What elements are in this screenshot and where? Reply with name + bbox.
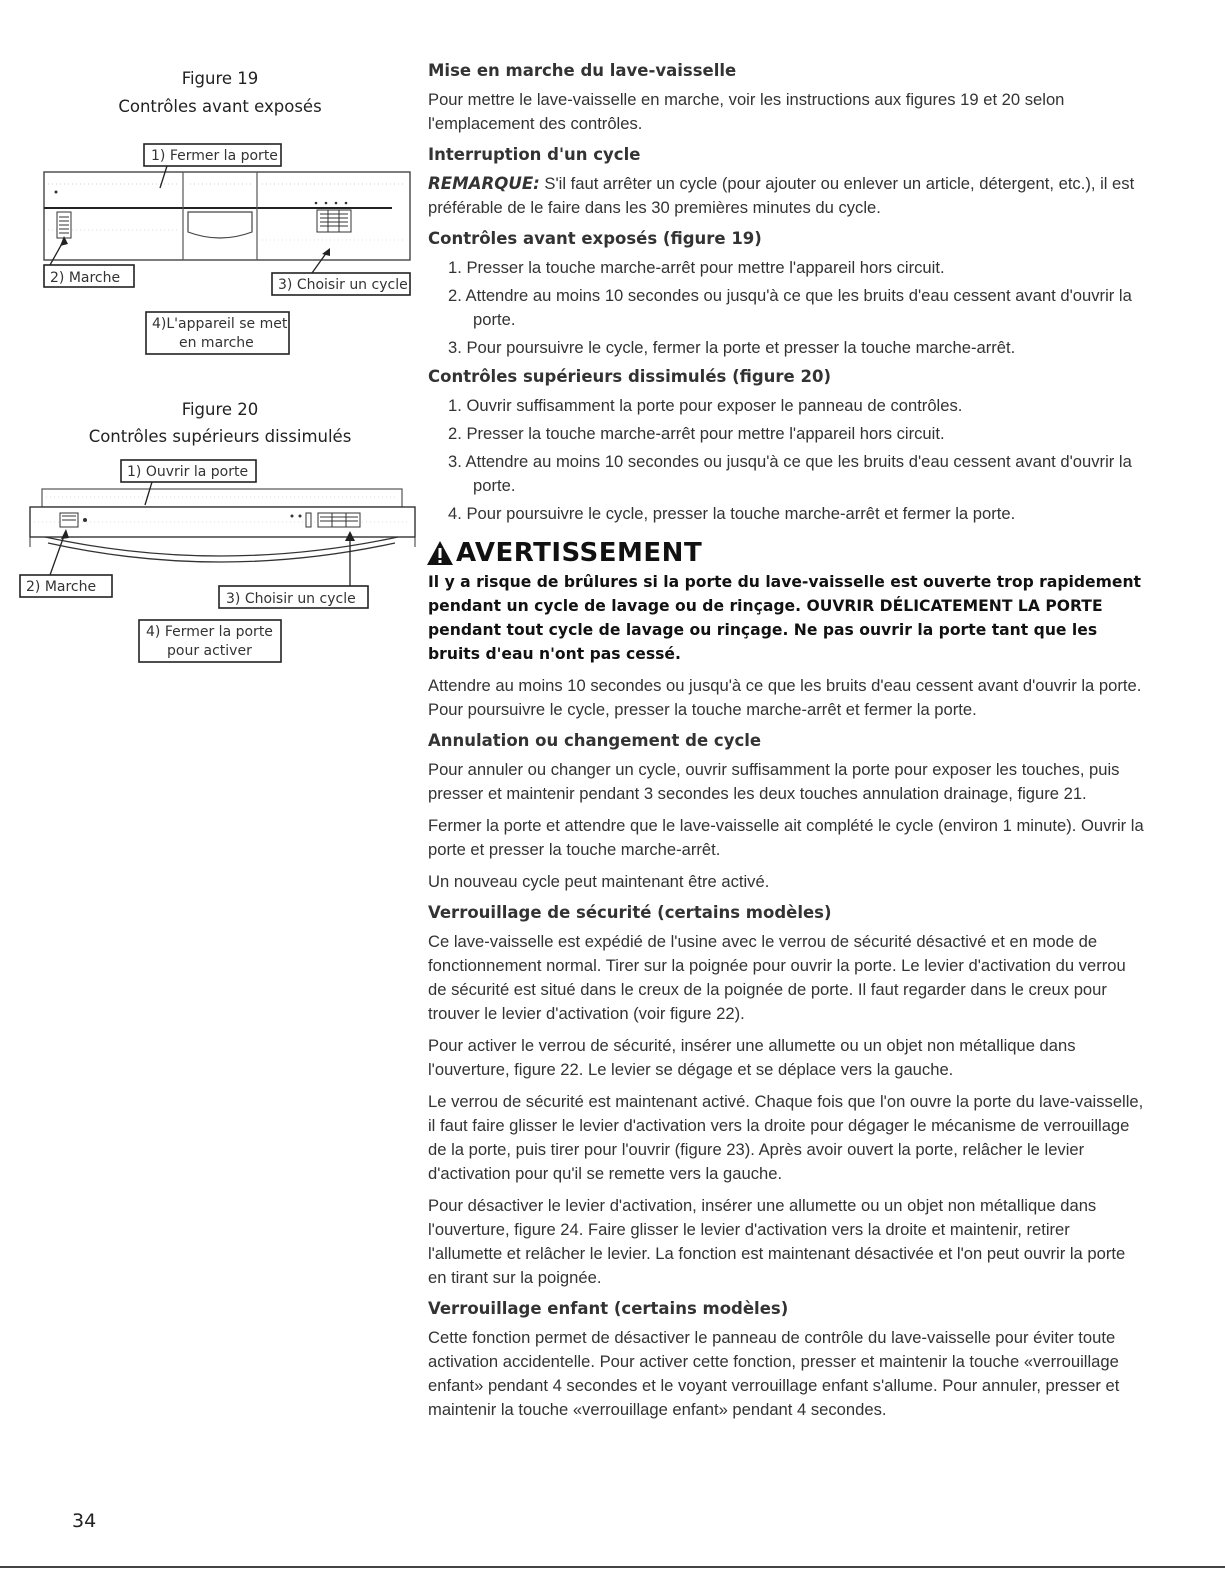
safety-lock-heading: Verrouillage de sécurité (certains modèles) — [428, 903, 832, 922]
child-lock-heading: Verrouillage enfant (certains modèles) — [428, 1299, 789, 1318]
note-text: S'il faut arrêter un cycle (pour ajouter ou enlever un article, détergent, etc.), il est préférable de le faire dans les 30 premières minutes du cycle. — [428, 174, 1135, 217]
child-lock-paragraph: Cette fonction permet de désactiver le panneau de contrôle du lave-vaisselle pour éviter toute activation accidentelle. Pour activer cette fonction, presser et maintenir la touche «verrouillage enfant» pendant 4 secondes et le voyant verrouillage enfant s'allume. Pour annuler, presser et maintenir la touche «verrouillage enfant» pendant 4 secondes. — [428, 1328, 1120, 1419]
figure-19-diagram — [0, 140, 420, 360]
safety-paragraph-2: Pour activer le verrou de sécurité, insérer une allumette ou un objet non métallique dans l'ouverture, figure 22. Le levier se dégage et se déplace vers la gauche. — [428, 1036, 1076, 1079]
front-controls-heading: Contrôles avant exposés (figure 19) — [428, 229, 762, 248]
fig19-callout-4a: 4)L'appareil se met — [152, 316, 288, 332]
top-controls-heading: Contrôles supérieurs dissimulés (figure 20) — [428, 367, 831, 386]
cancel-paragraph-3: Un nouveau cycle peut maintenant être activé. — [428, 872, 770, 891]
instructions-column — [428, 60, 1148, 1430]
fig19-callout-3: 3) Choisir un cycle — [278, 277, 408, 293]
fig19-callout-4b: en marche — [179, 335, 254, 351]
figure-20-diagram — [0, 455, 420, 670]
start-heading: Mise en marche du lave-vaisselle — [428, 61, 737, 80]
figure-19-title: Figure 19 — [181, 69, 259, 88]
warning-header — [426, 538, 1148, 568]
safety-paragraph-3: Le verrou de sécurité est maintenant activé. Chaque fois que l'on ouvre la porte du lave-vaisselle, il faut faire glisser le levier d'activation vers la droite pour dégager le mécanisme de verrouillage de la porte, puis tirer pour l'ouvrir (figure 23). Après avoir ouvert la porte, relâcher le levier d'activation pour qu'il se remette vers la gauche. — [428, 1092, 1144, 1183]
cancel-heading: Annulation ou changement de cycle — [428, 731, 762, 750]
fig20-callout-4a: 4) Fermer la porte — [146, 624, 273, 640]
page-number: 34 — [72, 1510, 97, 1532]
list-item: 4. Pour poursuivre le cycle, presser la touche marche-arrêt et fermer la porte. — [448, 504, 1016, 523]
figure-19-subtitle: Contrôles avant exposés — [118, 97, 322, 116]
front-controls-steps — [428, 256, 1148, 360]
fig20-callout-3: 3) Choisir un cycle — [226, 591, 356, 607]
start-text: Pour mettre le lave-vaisselle en marche, voir les instructions aux figures 19 et 20 selon l'emplacement des contrôles. — [428, 90, 1065, 133]
cancel-paragraph-2: Fermer la porte et attendre que le lave-vaisselle ait complété le cycle (environ 1 minute). Ouvrir la porte et presser la touche marche-arrêt. — [428, 816, 1144, 859]
figures-column — [0, 0, 420, 1585]
list-item: 2. Attendre au moins 10 secondes ou jusqu'à ce que les bruits d'eau cessent avant d'ouvrir la porte. — [448, 286, 1132, 329]
note-paragraph — [428, 172, 1148, 220]
fig20-callout-2: 2) Marche — [26, 579, 97, 595]
list-item: 2. Presser la touche marche-arrêt pour mettre l'appareil hors circuit. — [448, 424, 945, 443]
warning-text: Attendre au moins 10 secondes ou jusqu'à ce que les bruits d'eau cessent avant d'ouvrir la porte. Pour poursuivre le cycle, presser la touche marche-arrêt et fermer la porte. — [428, 676, 1142, 719]
warning-bold-text: Il y a risque de brûlures si la porte du lave-vaisselle est ouverte trop rapidement pendant un cycle de lavage ou de rinçage. OUVRIR DÉLICATEMENT LA PORTE pendant tout cycle de lavage ou rinçage. Ne pas ouvrir la porte tant que les bruits d'eau n'ont pas cessé. — [428, 573, 1142, 663]
list-item: 3. Attendre au moins 10 secondes ou jusqu'à ce que les bruits d'eau cessent avant d'ouvrir la porte. — [448, 452, 1132, 495]
fig19-callout-1: 1) Fermer la porte — [151, 148, 278, 164]
safety-paragraph-1: Ce lave-vaisselle est expédié de l'usine avec le verrou de sécurité désactivé et en mode de fonctionnement normal. Tirer sur la poignée pour ouvrir la porte. Le levier d'activation du verrou de sécurité est situé dans le creux de la poignée de porte. Il faut regarder dans le creux pour trouver le levier d'activation (voir figure 22). — [428, 932, 1126, 1023]
figure-20-title: Figure 20 — [181, 400, 259, 419]
safety-paragraph-4: Pour désactiver le levier d'activation, insérer une allumette ou un objet non métallique dans l'ouverture, figure 24. Faire glisser le levier d'activation vers la droite et maintenir, retirer l'allumette et relâcher le levier. La fonction est maintenant désactivée et l'on peut ouvrir la porte en tirant sur la poignée. — [428, 1196, 1126, 1287]
list-item: 3. Pour poursuivre le cycle, fermer la porte et presser la touche marche-arrêt. — [448, 338, 1016, 357]
list-item: 1. Ouvrir suffisamment la porte pour exposer le panneau de contrôles. — [448, 396, 963, 415]
note-label: REMARQUE: — [428, 174, 540, 193]
interrupt-heading: Interruption d'un cycle — [428, 145, 641, 164]
figure-20-subtitle: Contrôles supérieurs dissimulés — [88, 427, 352, 446]
bottom-divider — [0, 1566, 1225, 1568]
fig20-callout-4b: pour activer — [167, 643, 252, 659]
warning-title: AVERTISSEMENT — [456, 538, 703, 568]
warning-triangle-icon — [426, 540, 454, 566]
top-controls-steps — [428, 394, 1148, 526]
fig20-callout-1: 1) Ouvrir la porte — [127, 464, 249, 480]
list-item: 1. Presser la touche marche-arrêt pour mettre l'appareil hors circuit. — [448, 258, 945, 277]
fig19-callout-2: 2) Marche — [50, 270, 121, 286]
cancel-paragraph-1: Pour annuler ou changer un cycle, ouvrir suffisamment la porte pour exposer les touches, puis presser et maintenir pendant 3 secondes les deux touches annulation drainage, figure 21. — [428, 760, 1120, 803]
